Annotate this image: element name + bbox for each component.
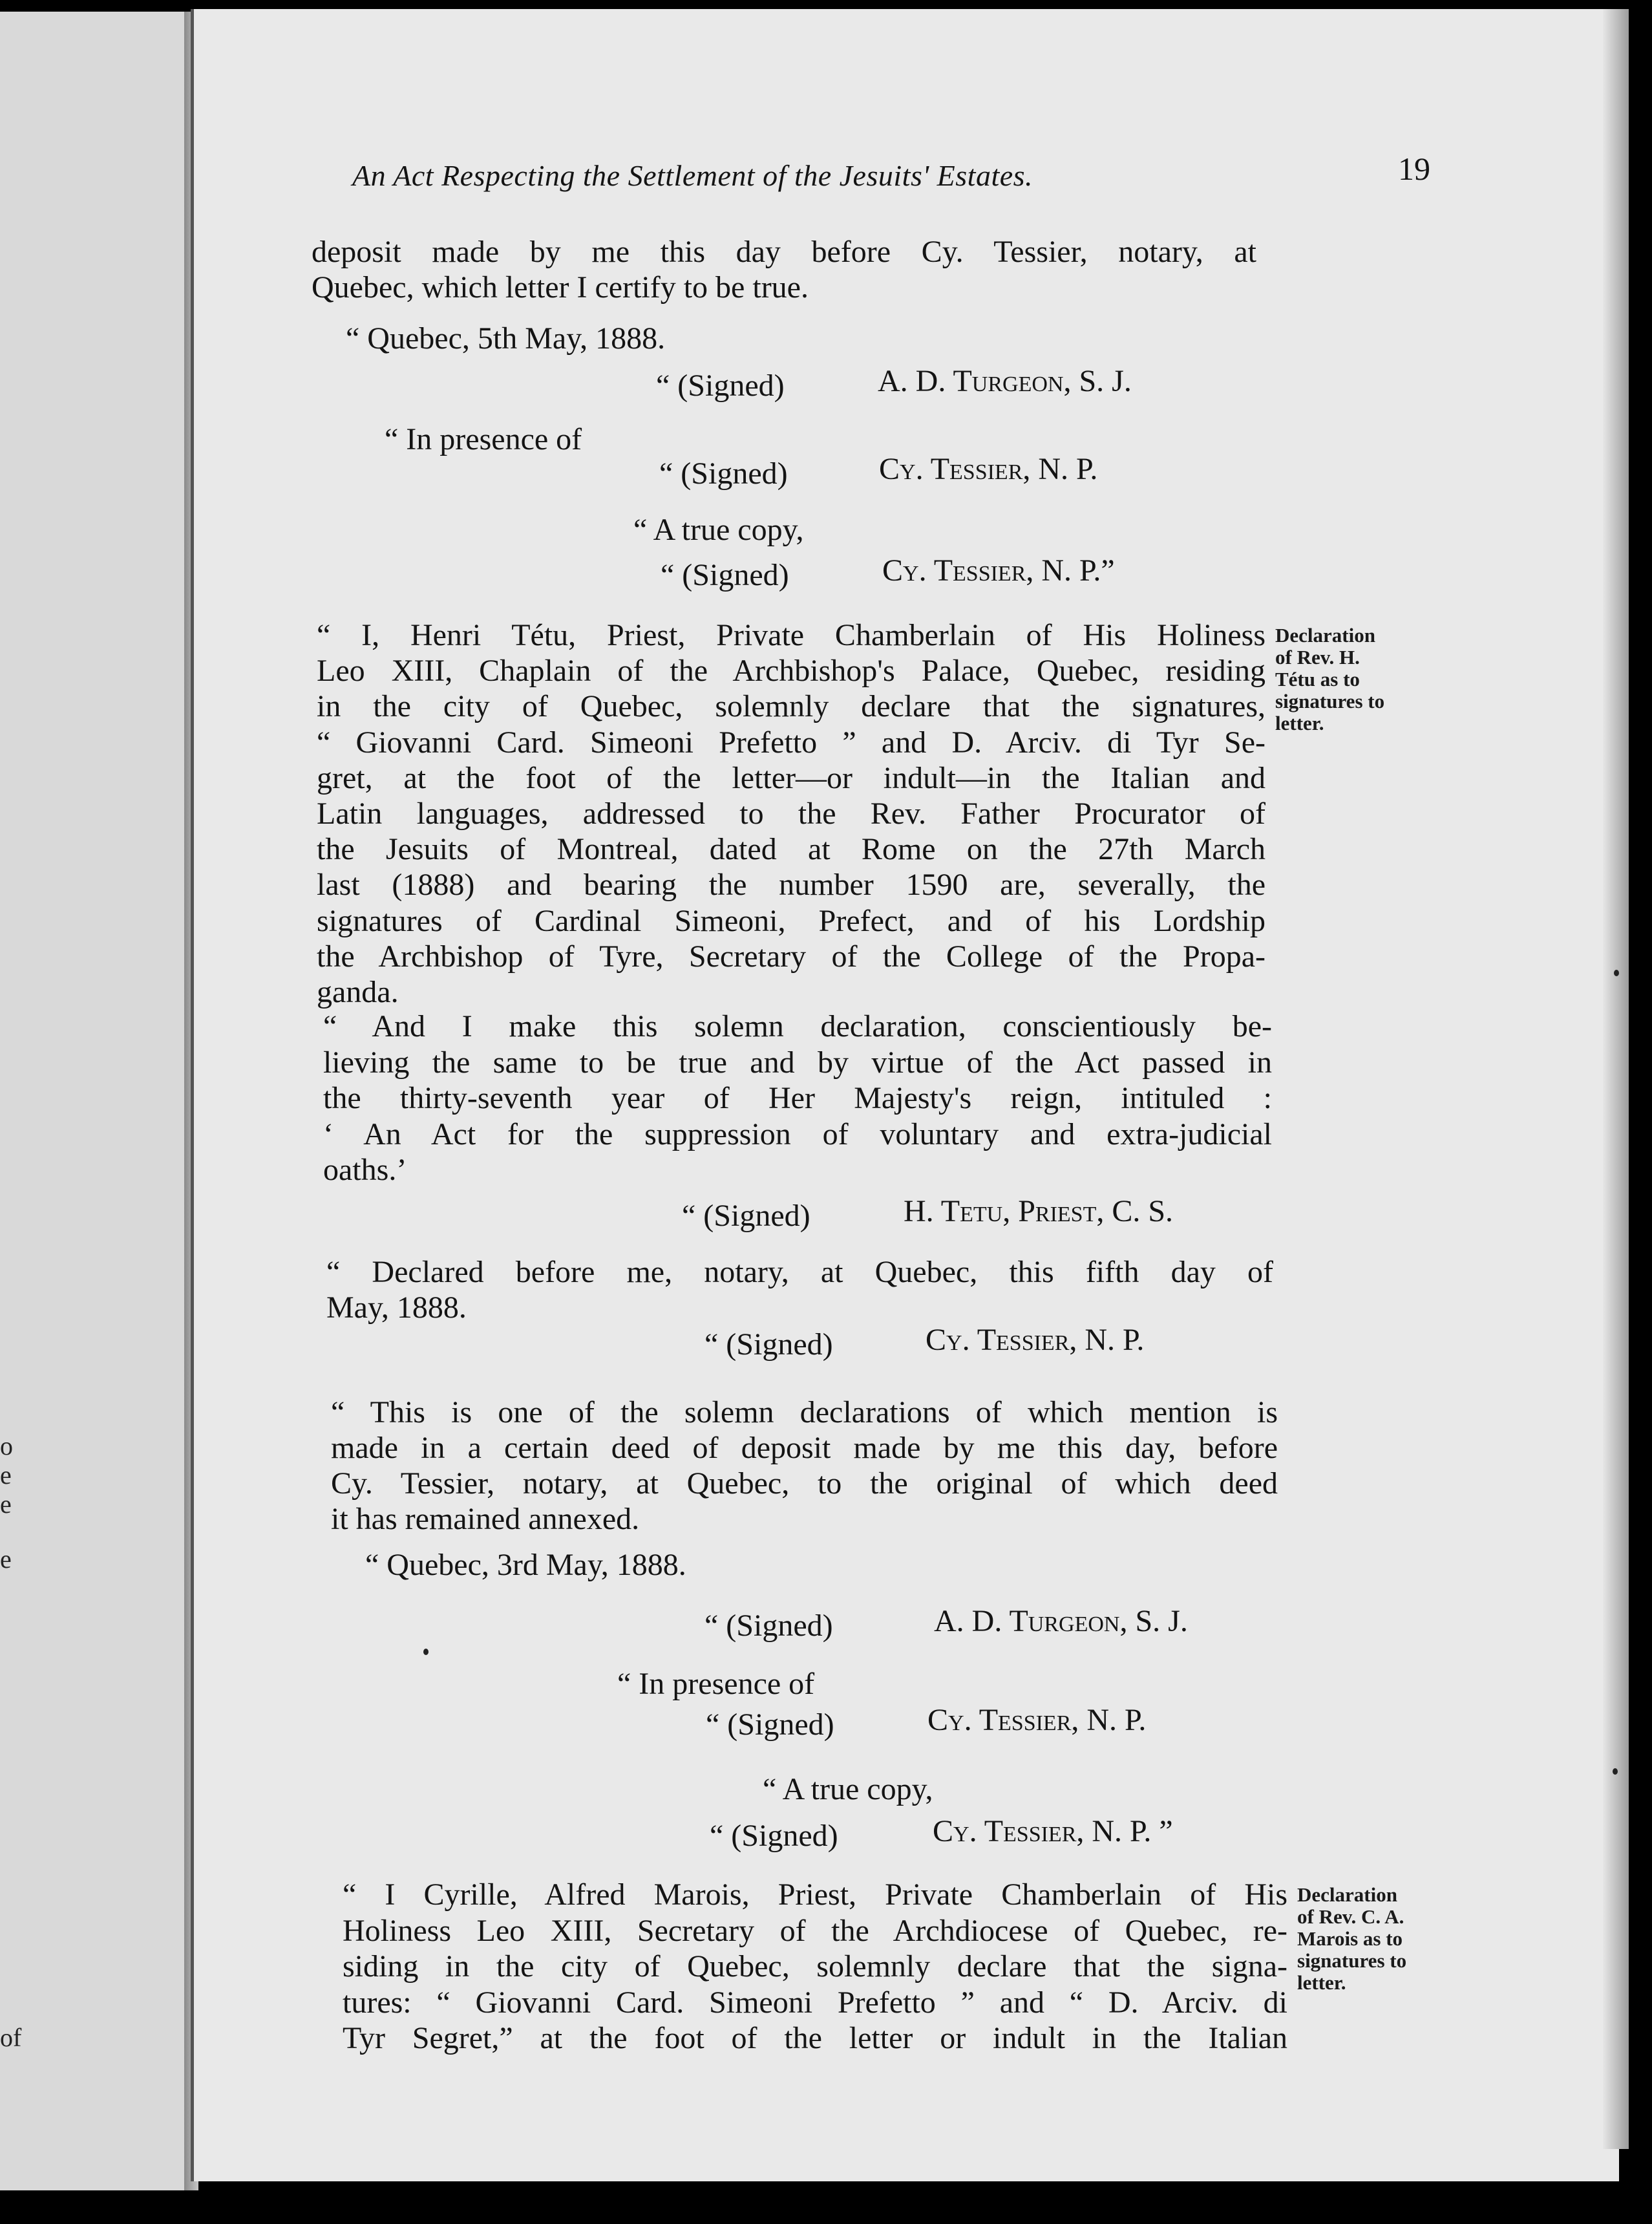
signed-label: “ (Signed): [704, 1327, 833, 1362]
body-line: made in a certain deed of deposit made by me this day, before: [331, 1431, 1278, 1465]
body-line: “ And I make this solemn declaration, conscientiously be-: [323, 1009, 1272, 1043]
body-line: “ Giovanni Card. Simeoni Prefetto ” and D. Arciv. di Tyr Se-: [317, 725, 1265, 760]
body-line: Latin languages, addressed to the Rev. Father Procurator of: [317, 797, 1265, 831]
true-copy-line: “ A true copy,: [633, 513, 804, 547]
print-speck: [1613, 1768, 1618, 1775]
date-line: “ Quebec, 3rd May, 1888.: [365, 1548, 686, 1582]
body-line: Quebec, which letter I certify to be true.: [312, 270, 809, 305]
facing-page: [0, 12, 194, 2190]
signed-label: “ (Signed): [661, 558, 789, 592]
body-line: “ Declared before me, notary, at Quebec, this fifth day of: [326, 1255, 1273, 1289]
body-line: deposit made by me this day before Cy. Tessier, notary, at: [312, 235, 1256, 269]
facing-page-fragment: e: [0, 1545, 12, 1574]
body-line: siding in the city of Quebec, solemnly declare that the signa-: [343, 1949, 1287, 1983]
facing-page-fragment: o: [0, 1431, 13, 1460]
body-line: it has remained annexed.: [331, 1502, 640, 1536]
signed-label: “ (Signed): [710, 1819, 838, 1853]
body-line: Cy. Tessier, notary, at Quebec, to the original of which deed: [331, 1466, 1278, 1501]
running-title: An Act Respecting the Settlement of the Jesuits' Estates.: [352, 159, 1033, 192]
page-number: 19: [1398, 151, 1430, 187]
body-line: Leo XIII, Chaplain of the Archbishop's Palace, Quebec, residing: [317, 654, 1265, 689]
facing-page-fragment: of: [0, 2023, 22, 2052]
true-copy-line: “ A true copy,: [763, 1772, 933, 1806]
signed-label: “ (Signed): [682, 1199, 810, 1233]
body-line: oaths.’: [323, 1153, 407, 1187]
date-line: “ Quebec, 5th May, 1888.: [346, 321, 666, 356]
margin-note: Declaration of Rev. C. A. Marois as to signatures to letter.: [1297, 1883, 1407, 1994]
body-line: “ I, Henri Tétu, Priest, Private Chamberlain of His Holiness: [317, 618, 1265, 652]
signatory-name: Cy. Tessier, N. P.: [926, 1323, 1145, 1357]
print-speck: [423, 1649, 429, 1655]
body-line: the thirty-seventh year of Her Majesty's reign, intituled :: [323, 1081, 1272, 1115]
print-speck: [1614, 970, 1619, 976]
signed-label: “ (Signed): [706, 1707, 834, 1742]
presence-line: “ In presence of: [617, 1667, 815, 1701]
signatory-name: Cy. Tessier, N. P. ”: [933, 1814, 1173, 1848]
body-line: signatures of Cardinal Simeoni, Prefect, and of his Lordship: [317, 903, 1265, 938]
signatory-name: A. D. Turgeon, S. J.: [934, 1604, 1188, 1638]
body-line: the Jesuits of Montreal, dated at Rome on the 27th March: [317, 832, 1265, 867]
signatory-name: Cy. Tessier, N. P.”: [882, 553, 1115, 588]
body-line: ‘ An Act for the suppression of voluntary and extra-judicial: [323, 1117, 1272, 1151]
signatory-name: H. Tetu, Priest, C. S.: [904, 1194, 1174, 1228]
body-line: “ This is one of the solemn declarations of which mention is: [331, 1395, 1278, 1429]
presence-line: “ In presence of: [385, 422, 582, 456]
body-line: “ I Cyrille, Alfred Marois, Priest, Private Chamberlain of His: [343, 1877, 1287, 1912]
margin-note: Declaration of Rev. H. Tétu as to signatures to letter.: [1275, 624, 1385, 734]
body-line: tures: “ Giovanni Card. Simeoni Prefetto ” and “ D. Arciv. di: [343, 1985, 1287, 2020]
body-line: gret, at the foot of the letter—or indult—in the Italian and: [317, 760, 1265, 795]
body-line: ganda.: [317, 975, 399, 1009]
signatory-name: Cy. Tessier, N. P.: [879, 452, 1098, 486]
body-line: the Archbishop of Tyre, Secretary of the College of the Propa-: [317, 939, 1265, 974]
signed-label: “ (Signed): [656, 369, 785, 403]
page-edge: [1603, 9, 1629, 2149]
body-line: lieving the same to be true and by virtue of the Act passed in: [323, 1045, 1272, 1080]
facing-page-fragment: e: [0, 1490, 12, 1519]
body-line: May, 1888.: [326, 1290, 467, 1325]
body-line: Holiness Leo XIII, Secretary of the Archdiocese of Quebec, re-: [343, 1913, 1287, 1948]
signatory-name: A. D. Turgeon, S. J.: [878, 364, 1132, 398]
body-line: last (1888) and bearing the number 1590 are, severally, the: [317, 868, 1265, 903]
signatory-name: Cy. Tessier, N. P.: [927, 1703, 1147, 1737]
signed-label: “ (Signed): [704, 1609, 833, 1643]
facing-page-fragment: e: [0, 1460, 12, 1490]
body-line: in the city of Quebec, solemnly declare that the signatures,: [317, 689, 1265, 724]
signed-label: “ (Signed): [659, 456, 788, 491]
body-line: Tyr Segret,” at the foot of the letter or indult in the Italian: [343, 2021, 1287, 2055]
